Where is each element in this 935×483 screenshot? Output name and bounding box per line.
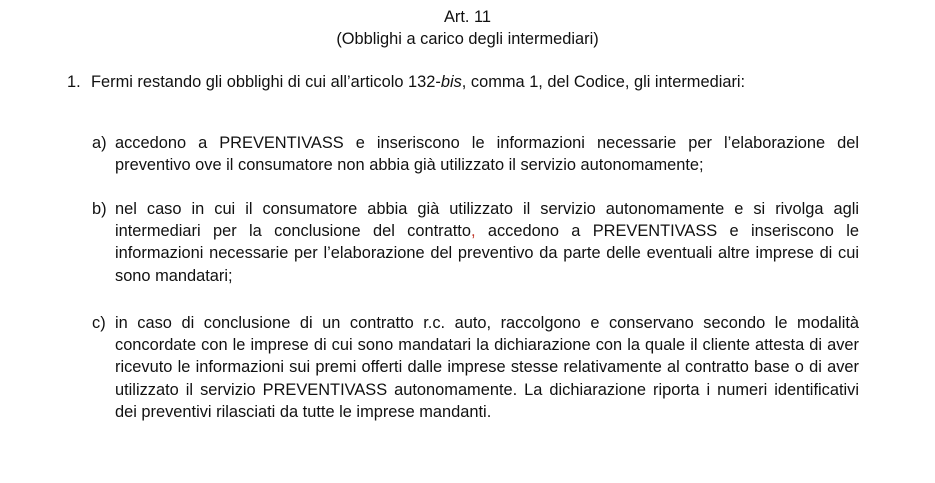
paragraph-text-start: Fermi restando gli obblighi di cui all’articolo 132- bbox=[91, 73, 441, 91]
article-header bbox=[0, 6, 935, 50]
paragraph-1 bbox=[67, 71, 745, 93]
list-item-text-end: accedono a PREVENTIVASS e inseriscono le informazioni necessarie per l’elaborazione del preventivo da parte delle eventuali altre imprese di cui sono mandatari; bbox=[115, 222, 859, 285]
list-item-comma: , bbox=[470, 222, 476, 241]
list-item-a bbox=[92, 132, 859, 176]
list-item-letter: a) bbox=[92, 134, 107, 152]
list-item-b bbox=[92, 198, 859, 287]
article-title: Art. 11 bbox=[443, 8, 492, 26]
list-item-text: accedono a PREVENTIVASS e inseriscono le informazioni necessarie per l’elaborazione del preventivo ove il consumatore non abbia già utilizzato il servizio autonomamente; bbox=[115, 134, 859, 175]
list-item-letter: b) bbox=[92, 200, 107, 218]
paragraph-number: 1. bbox=[67, 73, 81, 91]
list-item-text-start: nel caso in cui il consumatore abbia già utilizzato il servizio autonomamente e si rivolga agli intermediari per la conclusione del contratto bbox=[115, 200, 859, 241]
paragraph-text-end: , comma 1, del Codice, gli intermediari: bbox=[461, 73, 746, 91]
paragraph-text-italic: bis bbox=[440, 73, 462, 91]
article-subtitle: (Obblighi a carico degli intermediari) bbox=[336, 30, 599, 49]
list-item-text: in caso di conclusione di un contratto r.c. auto, raccolgono e conservano secondo le modalità concordate con le imprese di cui sono mandatari la dichiarazione con la quale il cliente attesta di aver ricevuto le informazioni sui premi offerti dalle imprese stesse relativamente al contratto base o di aver utilizzato il servizio PREVENTIVASS autonomamente. La dichiarazione riporta i numeri identificativi dei preventivi rilasciati da tutte le imprese mandanti. bbox=[115, 314, 859, 421]
list-item-c bbox=[92, 312, 859, 423]
list-item-text bbox=[115, 198, 859, 287]
list-item-letter: c) bbox=[92, 314, 106, 332]
